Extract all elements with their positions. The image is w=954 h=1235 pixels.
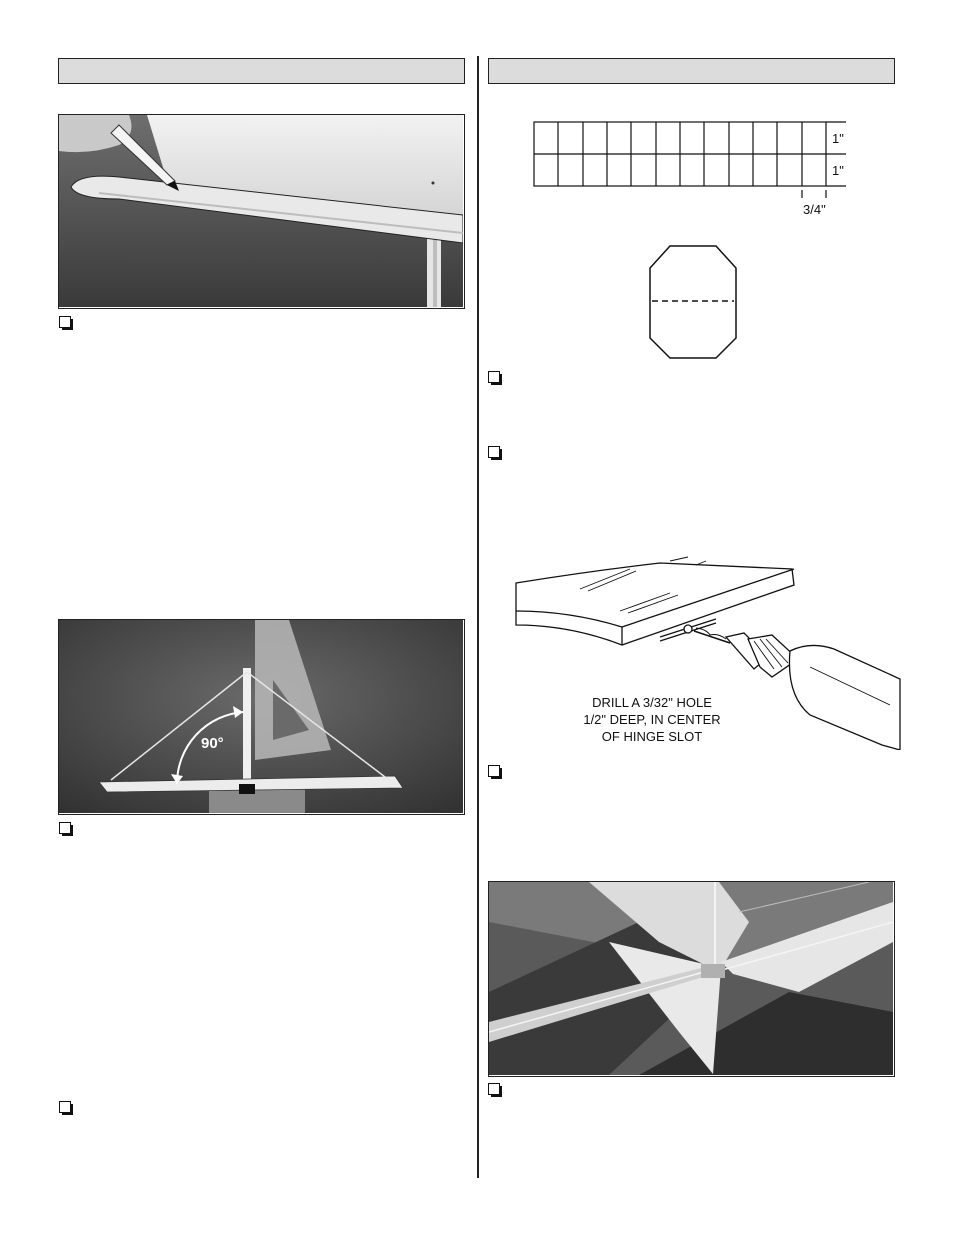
drill-note-line-2: 1/2" DEEP, IN CENTER	[583, 712, 721, 727]
step-checkbox-3[interactable]	[59, 1101, 71, 1113]
hinge-grid-diagram	[520, 112, 860, 222]
grid-lines	[534, 122, 846, 198]
step-checkbox-5[interactable]	[488, 446, 500, 458]
photo-tail-assembly	[488, 881, 895, 1077]
photo-square-check	[58, 619, 465, 815]
column-divider	[477, 56, 479, 1178]
column-width-label: 3/4"	[803, 202, 826, 217]
drill-note-line-3: OF HINGE SLOT	[601, 729, 703, 744]
photo-marking-tail-image	[59, 115, 463, 307]
hinge-outline	[650, 246, 736, 358]
photo-square-check-image	[59, 620, 463, 813]
angle-label: 90°	[201, 735, 224, 752]
photo-tail-assembly-image	[489, 882, 893, 1075]
hinge-shape-diagram	[646, 244, 740, 362]
step-checkbox-4[interactable]	[488, 371, 500, 383]
step-checkbox-2[interactable]	[59, 822, 71, 834]
drill-note-line-1: DRILL A 3/32" HOLE	[592, 695, 712, 710]
right-section-header	[488, 58, 895, 84]
row-height-label-2: 1"	[832, 163, 844, 178]
photo-marking-tail	[58, 114, 465, 309]
drill-instruction-note	[552, 694, 752, 745]
row-height-label-1: 1"	[832, 131, 844, 146]
step-checkbox-6[interactable]	[488, 765, 500, 777]
left-section-header	[58, 58, 465, 84]
step-checkbox-7[interactable]	[488, 1083, 500, 1095]
step-checkbox-1[interactable]	[59, 316, 71, 328]
